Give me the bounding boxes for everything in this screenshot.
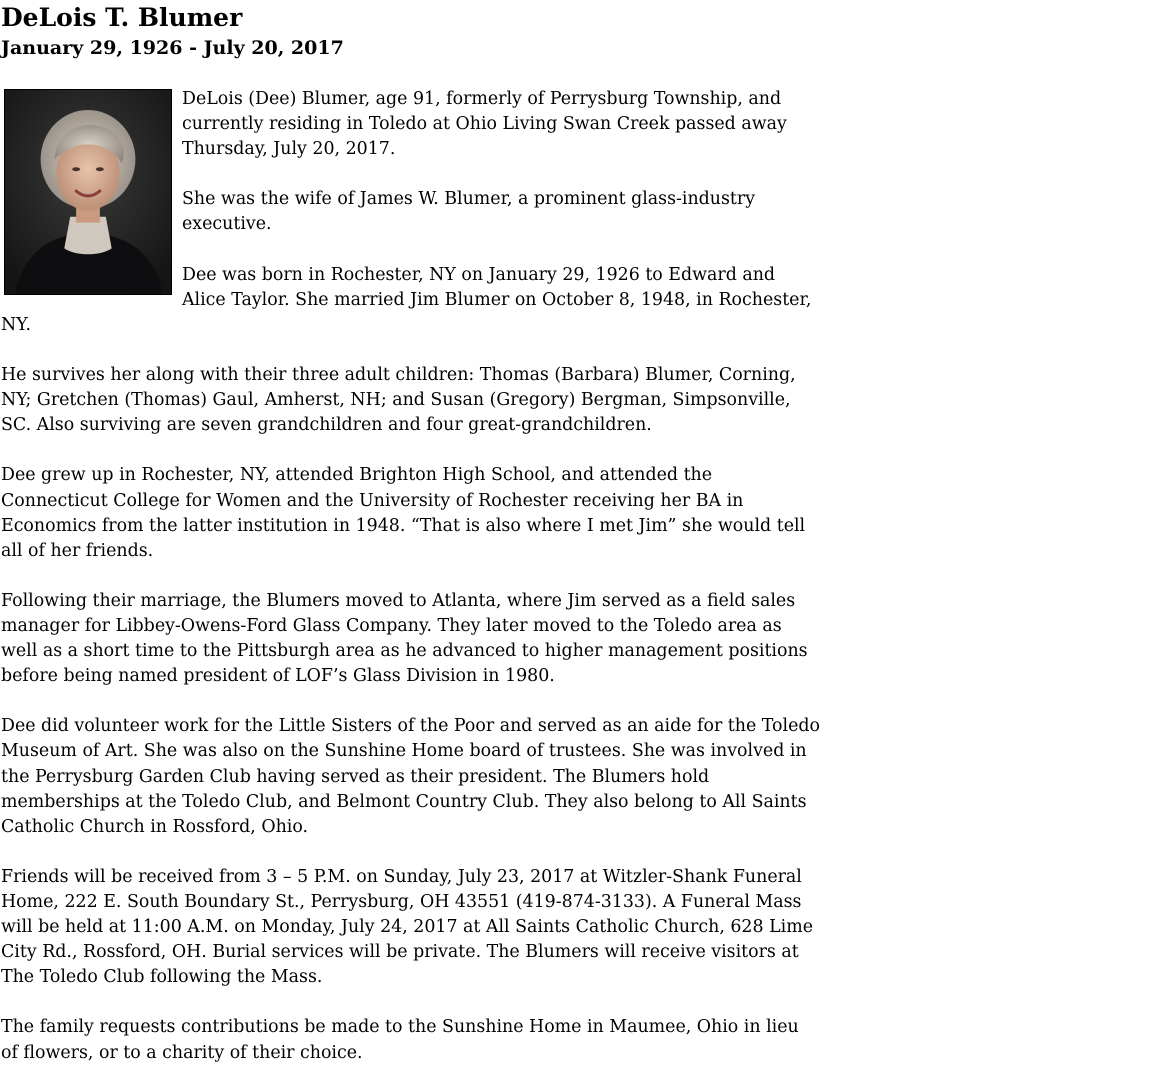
- paragraph-services: Friends will be received from 3 – 5 P.M. on Sunday, July 23, 2017 at Witzler-Shank Funeral Home, 222 E. South Boundary St., Perrysburg, OH 43551 (419-874-3133). A Funeral Mass will be held at 11:00 A.M. on Monday, July 24, 2017 at All Saints Catholic Church, 628 Lime City Rd., Rossford, OH. Burial services will be private. The Blumers will receive visitors at The Toledo Club following the Mass.: [1, 866, 813, 988]
- paragraph-spouse: She was the wife of James W. Blumer, a prominent glass-industry executive.: [182, 189, 756, 235]
- paragraph-contributions: The family requests contributions be made to the Sunshine Home in Maumee, Ohio in lieu of flowers, or to a charity of their choice.: [1, 1017, 799, 1063]
- portrait-image: [5, 90, 171, 294]
- life-dates: January 29, 1926 - July 20, 2017: [1, 37, 344, 59]
- page-title: DeLois T. Blumer: [1, 3, 243, 32]
- paragraph-birth-marriage: Dee was born in Rochester, NY on January 29, 1926 to Edward and Alice Taylor. She married Jim Blumer on October 8, 1948, in Rochester, NY.: [1, 264, 812, 335]
- portrait-photo: [4, 89, 172, 295]
- paragraph-volunteer: Dee did volunteer work for the Little Sisters of the Poor and served as an aide for the Toledo Museum of Art. She was also on the Sunshine Home board of trustees. She was involved in the Perrysburg Garden Club having served as their president. The Blumers hold memberships at the Toledo Club, and Belmont Country Club. They also belong to All Saints Catholic Church in Rossford, Ohio.: [1, 716, 820, 837]
- paragraph-career: Following their marriage, the Blumers moved to Atlanta, where Jim served as a field sales manager for Libbey-Owens-Ford Glass Company. They later moved to the Toledo area as well as a short time to the Pittsburgh area as he advanced to higher management positions before being named president of LOF’s Glass Division in 1980.: [1, 590, 808, 687]
- paragraph-death-notice: DeLois (Dee) Blumer, age 91, formerly of Perrysburg Township, and currently residing in Toledo at Ohio Living Swan Creek passed away Thursday, July 20, 2017.: [182, 89, 787, 160]
- obituary-body: [1, 87, 821, 1091]
- paragraph-education: Dee grew up in Rochester, NY, attended Brighton High School, and attended the Connecticut College for Women and the University of Rochester receiving her BA in Economics from the latter institution in 1948. “That is also where I met Jim” she would tell all of her friends.: [1, 465, 806, 561]
- paragraph-survivors: He survives her along with their three adult children: Thomas (Barbara) Blumer, Corning, NY; Gretchen (Thomas) Gaul, Amherst, NH; and Susan (Gregory) Bergman, Simpsonville, SC. Also surviving are seven grandchildren and four great-grandchildren.: [1, 365, 796, 436]
